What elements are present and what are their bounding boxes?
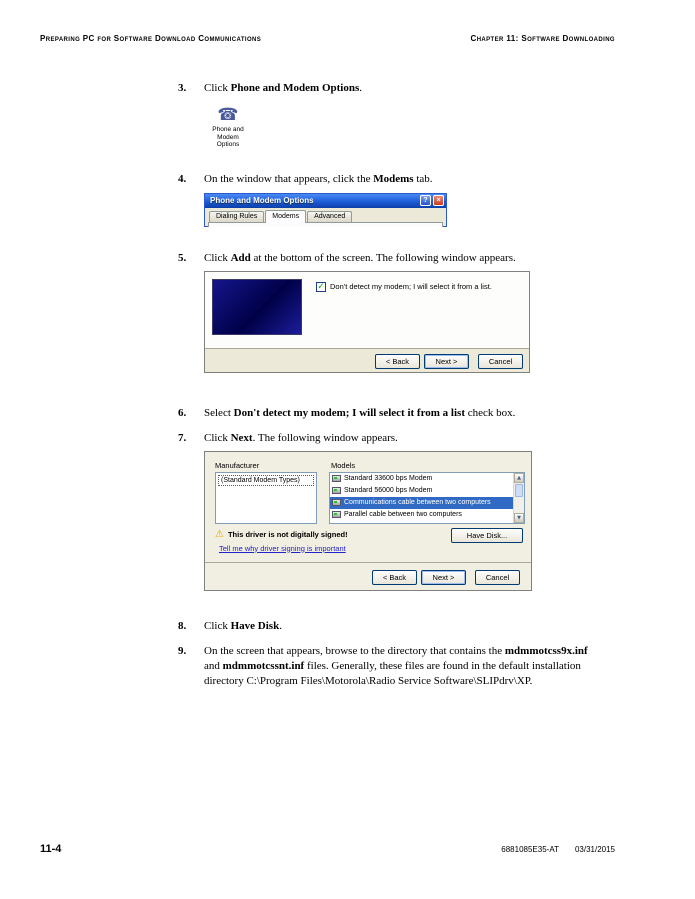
step-3-text: Click Phone and Modem Options. — [204, 82, 363, 94]
model-item-label: Parallel cable between two computers — [344, 511, 462, 518]
select-modem-dialog-screenshot — [204, 451, 532, 591]
tab-dialing-rules[interactable]: Dialing Rules — [209, 211, 264, 222]
step-9-number: 9. — [178, 644, 187, 657]
dialog-button-bar — [205, 562, 531, 590]
step-3 — [178, 81, 628, 96]
step-9 — [178, 644, 628, 689]
close-button[interactable]: × — [433, 195, 444, 206]
model-item-label: Standard 56000 bps Modem — [344, 487, 433, 494]
dont-detect-checkbox-row — [316, 282, 523, 292]
next-button[interactable]: Next > — [424, 354, 469, 369]
scroll-down-button[interactable]: ▼ — [514, 513, 524, 523]
header-section-title: Preparing PC for Software Download Communications — [40, 34, 262, 43]
phone-modem-options-dialog-screenshot — [204, 193, 447, 227]
step-7-text: Click Next. The following window appears. — [204, 431, 398, 444]
wizard-button-bar — [205, 348, 529, 372]
modem-icon — [332, 475, 341, 482]
model-item-communications-cable-selected[interactable] — [330, 497, 513, 509]
step-3-number: 3. — [178, 82, 187, 94]
step-6 — [178, 406, 628, 421]
install-new-modem-wizard-screenshot — [204, 271, 530, 373]
step-7-number: 7. — [178, 431, 187, 444]
model-item-label: Standard 33600 bps Modem — [344, 475, 433, 482]
step-4 — [178, 172, 628, 187]
model-item-parallel-cable[interactable] — [330, 509, 513, 521]
doc-id: 6881085E35-AT — [501, 845, 559, 854]
have-disk-button[interactable]: Have Disk... — [451, 528, 523, 543]
driver-signing-link[interactable]: Tell me why driver signing is important — [219, 543, 346, 553]
step-4-text: On the window that appears, click the Modems tab. — [204, 172, 433, 185]
modem-icon — [332, 499, 341, 506]
tab-modems[interactable]: Modems — [265, 210, 306, 223]
next-button[interactable]: Next > — [421, 570, 466, 585]
models-list[interactable] — [329, 472, 525, 524]
wizard-graphic — [212, 279, 302, 335]
step-9-text: On the screen that appears, browse to the directory that contains the mdmmotcss9x.inf and mdmmotcssnt.inf files. Generally, these files are found in the default installation directory C:\Program Files\Motorola\Radio Service Software\SLIPdrv\XP. — [204, 644, 588, 687]
tab-panel — [208, 222, 443, 227]
step-8 — [178, 619, 628, 634]
tab-advanced[interactable]: Advanced — [307, 211, 352, 222]
models-rows — [330, 473, 513, 521]
back-button[interactable]: < Back — [372, 570, 417, 585]
instructions — [178, 81, 628, 689]
manufacturer-column-header: Manufacturer — [215, 460, 260, 470]
step-6-number: 6. — [178, 406, 187, 419]
step-5 — [178, 251, 628, 266]
dont-detect-checkbox[interactable]: ✓ — [317, 281, 325, 292]
step-4-number: 4. — [178, 172, 187, 185]
step-8-text: Click Have Disk. — [204, 619, 282, 632]
modem-icon — [332, 511, 341, 518]
step-8-number: 8. — [178, 619, 187, 632]
header-chapter-title: Chapter 11: Software Downloading — [470, 34, 615, 43]
step-5-text: Click Add at the bottom of the screen. The following window appears. — [204, 251, 516, 264]
model-item-standard-56000[interactable] — [330, 485, 513, 497]
models-scrollbar[interactable] — [513, 473, 524, 523]
modem-icon — [332, 487, 341, 494]
help-button[interactable]: ? — [420, 195, 431, 206]
scroll-up-button[interactable]: ▲ — [514, 473, 524, 483]
dialog-titlebar — [205, 194, 446, 208]
back-button[interactable]: < Back — [375, 354, 420, 369]
warning-icon: ⚠ — [215, 528, 224, 540]
dialog-title: Phone and Modem Options — [210, 196, 314, 205]
manufacturer-list[interactable] — [215, 472, 317, 524]
step-7 — [178, 431, 628, 446]
driver-warning-text: This driver is not digitally signed! — [227, 530, 348, 539]
step-5-number: 5. — [178, 251, 187, 264]
phone-icon-caption — [204, 126, 252, 149]
phone-icon-caption-line-2: Modem — [217, 133, 239, 141]
phone-icon-caption-line-3: Options — [216, 141, 240, 148]
scrollbar-thumb[interactable] — [515, 484, 523, 497]
tab-strip — [205, 208, 446, 222]
models-column-header: Models — [331, 460, 356, 470]
step-6-text: Select Don't detect my modem; I will select it from a list check box. — [204, 406, 516, 419]
cancel-button[interactable]: Cancel — [478, 354, 523, 369]
model-item-standard-33600[interactable] — [330, 473, 513, 485]
page-number: 11-4 — [40, 843, 62, 855]
phone-icon-caption-line-1: Phone and — [212, 126, 244, 133]
cancel-button[interactable]: Cancel — [475, 570, 520, 585]
phone-modem-options-figure — [204, 105, 252, 149]
driver-warning-row — [215, 529, 348, 541]
page-footer — [40, 843, 615, 855]
doc-info — [501, 845, 615, 854]
model-item-label: Communications cable between two computers — [344, 499, 491, 506]
doc-date: 03/31/2015 — [574, 845, 615, 854]
manufacturer-item-standard-modem-types[interactable]: (Standard Modem Types) — [218, 475, 314, 486]
dont-detect-checkbox-label: Don't detect my modem; I will select it from a list. — [330, 281, 492, 291]
phone-icon: ☎ — [217, 105, 239, 125]
page-header — [40, 34, 615, 43]
